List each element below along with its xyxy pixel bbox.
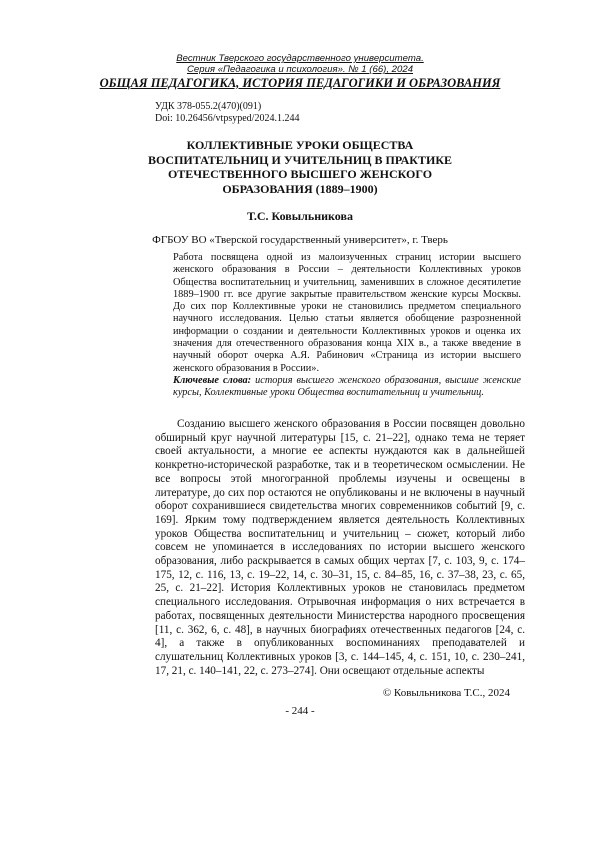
journal-title-line-2: Серия «Педагогика и психология». № 1 (66), 2024 — [186, 64, 414, 75]
abstract-text: Работа посвящена одной из малоизученных страниц истории высшего женского образования в России – деятельности Коллективных уроков Общества воспитательниц и учительниц, заменивших в сложное десятилетие 1889–1900 гг. все другие закрытые правительством женские курсы Москвы. До сих пор Коллективные уроки не становились предметом специального научного исследования. Целью статьи является обобщение разрозненной информации о создании и деятельности Коллективных уроков и оценка их значения для отечественного образования конца XIX в., а также введение в научный оборот очерка А.Я. Рабинович «Страница из истории высшего женского образования в России». — [173, 252, 521, 374]
page-number: - 244 - — [285, 705, 315, 717]
section-title: ОБЩАЯ ПЕДАГОГИКА, ИСТОРИЯ ПЕДАГОГИКИ И ОБРАЗОВАНИЯ — [99, 76, 501, 90]
keywords-text: история высшего женского образования, высшие женские курсы, Коллективные уроки Общества воспитательниц и учительниц. — [173, 374, 521, 399]
copyright-notice: © Ковыльникова Т.С., 2024 — [382, 687, 510, 699]
abstract-block — [173, 252, 521, 400]
journal-title-line-1: Вестник Тверского государственного университета. — [176, 53, 424, 64]
keywords-line — [173, 375, 521, 400]
author-name: Т.С. Ковыльникова — [247, 209, 353, 223]
udk-code: УДК 378-055.2(470)(091) — [155, 101, 262, 112]
article-title: КОЛЛЕКТИВНЫЕ УРОКИ ОБЩЕСТВА ВОСПИТАТЕЛЬНИЦ И УЧИТЕЛЬНИЦ В ПРАКТИКЕ ОТЕЧЕСТВЕННОГО ВЫСШЕГО ЖЕНСКОГО ОБРАЗОВАНИЯ (1889–1900) — [147, 138, 453, 196]
keywords-label: Ключевые слова: — [173, 374, 252, 386]
doi: Doi: 10.26456/vtpsyped/2024.1.244 — [155, 113, 300, 124]
body-paragraph: Созданию высшего женского образования в России посвящен довольно обширный круг научной литературы [15, с. 21–22], однако тема не теряет своей актуальности, а многие ее аспекты нуждаются как в дальнейшей конкретно-исторической разработке, так и в теоретическом осмыслении. Не все вопросы этой многогранной проблемы изучены и освещены в литературе, до сих пор остаются не опубликованы и не включены в научный оборот сохранившиеся свидетельства многих современников событий [9, с. 169]. Ярким тому подтверждением является деятельность Коллективных уроков Общества воспитательниц и учительниц – сюжет, который либо совсем не упоминается в исследованиях по истории высшего женского образования, либо раскрывается в самых общих чертах [7, с. 103, 9, с. 174–175, 12, с. 116, 13, с. 19–22, 14, с. 30–31, 15, с. 84–85, 16, с. 37–38, 23, с. 65, 25, с. 21–22]. История Коллективных уроков не становилась предметом специального исследования. Отрывочная информация о них встречается в работах, посвященных деятельности Министерства народного просвещения [11, с. 362, 6, с. 48], в научных биографиях отечественных педагогов [24, с. 4], а также в опубликованных воспоминаниях преподавателей и слушательниц Коллективных уроков [3, с. 144–145, 4, с. 151, 10, с. 230–241, 17, 21, с. 140–141, 22, с. 273–274]. Они освещают отдельные аспекты — [155, 418, 525, 677]
body-section — [155, 418, 525, 678]
author-affiliation: ФГБОУ ВО «Тверской государственный университет», г. Тверь — [152, 234, 448, 246]
